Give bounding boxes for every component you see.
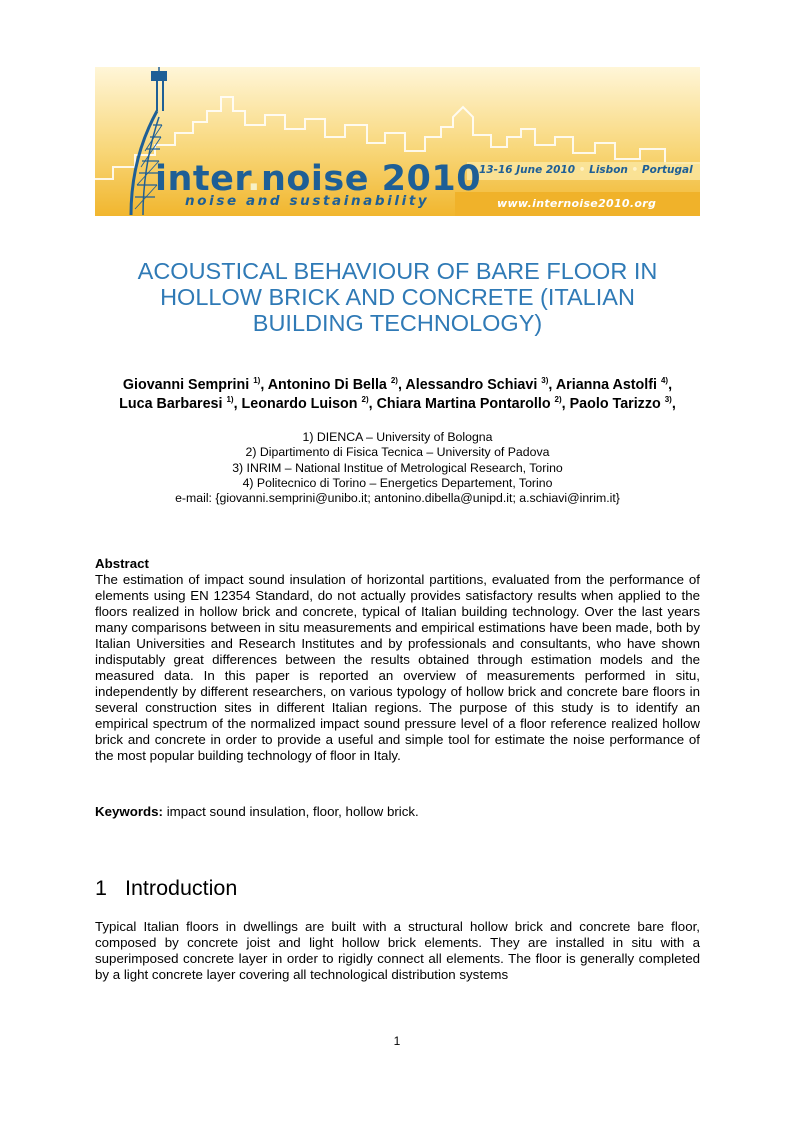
section-number: 1 bbox=[95, 876, 107, 900]
separator-2: • bbox=[631, 164, 639, 176]
conference-tagline: noise and sustainability bbox=[185, 193, 430, 209]
author-affiliation-mark: 2) bbox=[390, 376, 398, 385]
keywords-line bbox=[95, 804, 700, 820]
brand-noise-2010: noise 2010 bbox=[260, 159, 482, 199]
author-name: Arianna Astolfi bbox=[555, 377, 657, 393]
title-line-1: ACOUSTICAL BEHAVIOUR OF BARE FLOOR IN bbox=[137, 258, 658, 284]
city-text: Lisbon bbox=[589, 164, 628, 176]
title-line-3: BUILDING TECHNOLOGY) bbox=[252, 310, 543, 336]
author-affiliation-mark: 1) bbox=[253, 376, 261, 385]
author-affiliation-mark: 1) bbox=[226, 395, 234, 404]
affiliation-line: 4) Politecnico di Torino – Energetics Departement, Torino bbox=[242, 475, 553, 490]
author-affiliation-mark: 2) bbox=[361, 395, 369, 404]
paper-title bbox=[95, 258, 700, 336]
keywords-label: Keywords: bbox=[95, 804, 163, 819]
keywords-text: impact sound insulation, floor, hollow brick. bbox=[166, 804, 419, 819]
author-name: Leonardo Luison bbox=[241, 396, 358, 412]
author-name: Luca Barbaresi bbox=[119, 396, 223, 412]
author-name: Giovanni Semprini bbox=[122, 377, 250, 393]
section-title: Introduction bbox=[125, 876, 238, 900]
page-number: 1 bbox=[393, 1034, 401, 1048]
author-affiliation-mark: 3) bbox=[664, 395, 672, 404]
conference-website: www.internoise2010.org bbox=[497, 197, 657, 210]
conference-banner bbox=[95, 67, 700, 216]
author-affiliation-mark: 3) bbox=[541, 376, 549, 385]
abstract-heading: Abstract bbox=[95, 556, 149, 571]
author-name: Paolo Tarizzo bbox=[569, 396, 661, 412]
country-text: Portugal bbox=[641, 164, 693, 176]
affiliation-line: 2) Dipartimento di Fisica Tecnica – University of Padova bbox=[245, 445, 550, 460]
author-affiliation-mark: 2) bbox=[554, 395, 562, 404]
abstract-body: The estimation of impact sound insulation of horizontal partitions, evaluated from the performance of elements using EN 12354 Standard, do not actually provides satisfactory results when applied to the floors realized in hollow brick and concrete, typical of Italian building technology. Over the last years many comparisons between in situ measurements and empirical estimations have been made, both by Italian Universities and Research Institutes and by professionals and consultants, who have shown indisputably great differences between the results obtained through estimation models and the measured data. In this paper is reported an overview of measurements performed in situ, independently by different researchers, on various typology of hollow brick and concrete bare floors in several construction sites in different Italian regions. The purpose of this study is to identify an empirical spectrum of the normalized impact sound pressure level of a floor reference realized hollow brick and concrete in order to provide a useful and simple tool for estimate the noise performance of the most popular building technology of floor in Italy. bbox=[95, 572, 700, 763]
author-name: Alessandro Schiavi bbox=[405, 377, 538, 393]
separator-1: • bbox=[578, 164, 586, 176]
author-affiliation-mark: 4) bbox=[660, 376, 669, 385]
author-list: Giovanni Semprini $^{1)}$, Antonino Di Bella $^{2)}$, Alessandro Schiavi $^{3)}$, Arianna Astolfi $^{4)}$, Luca Barbaresi $^{1)}$, Leonardo Luison $^{2)}$, Chiara Martina Pontarollo $^{2)}$, Paolo Tarizzo $^{3)}$, bbox=[119, 376, 676, 412]
contact-emails: e-mail: {giovanni.semprini@unibo.it; antonino.dibella@unipd.it; a.schiavi@inrim.it} bbox=[175, 491, 620, 506]
brand-dot: . bbox=[247, 159, 261, 199]
section-body: Typical Italian floors in dwellings are built with a structural hollow brick and concrete bare floor, composed by concrete joist and light hollow brick elements. They are installed in situ with a superimposed concrete layer in order to rigidly connect all elements. The floor is generally completed by a light concrete layer covering all technological distribution systems bbox=[95, 919, 700, 982]
section-heading bbox=[95, 876, 237, 901]
author-name: Antonino Di Bella bbox=[267, 377, 387, 393]
title-line-2: HOLLOW BRICK AND CONCRETE (ITALIAN bbox=[160, 284, 635, 310]
brand-inter: inter bbox=[155, 159, 248, 199]
affiliation-list bbox=[95, 430, 700, 506]
affiliation-line: 3) INRIM – National Institue of Metrological Research, Torino bbox=[232, 460, 563, 475]
dates-text: 13-16 June 2010 bbox=[479, 164, 576, 176]
conference-dates bbox=[479, 164, 693, 176]
affiliation-line: 1) DIENCA – University of Bologna bbox=[302, 430, 493, 444]
author-name: Chiara Martina Pontarollo bbox=[376, 396, 551, 412]
